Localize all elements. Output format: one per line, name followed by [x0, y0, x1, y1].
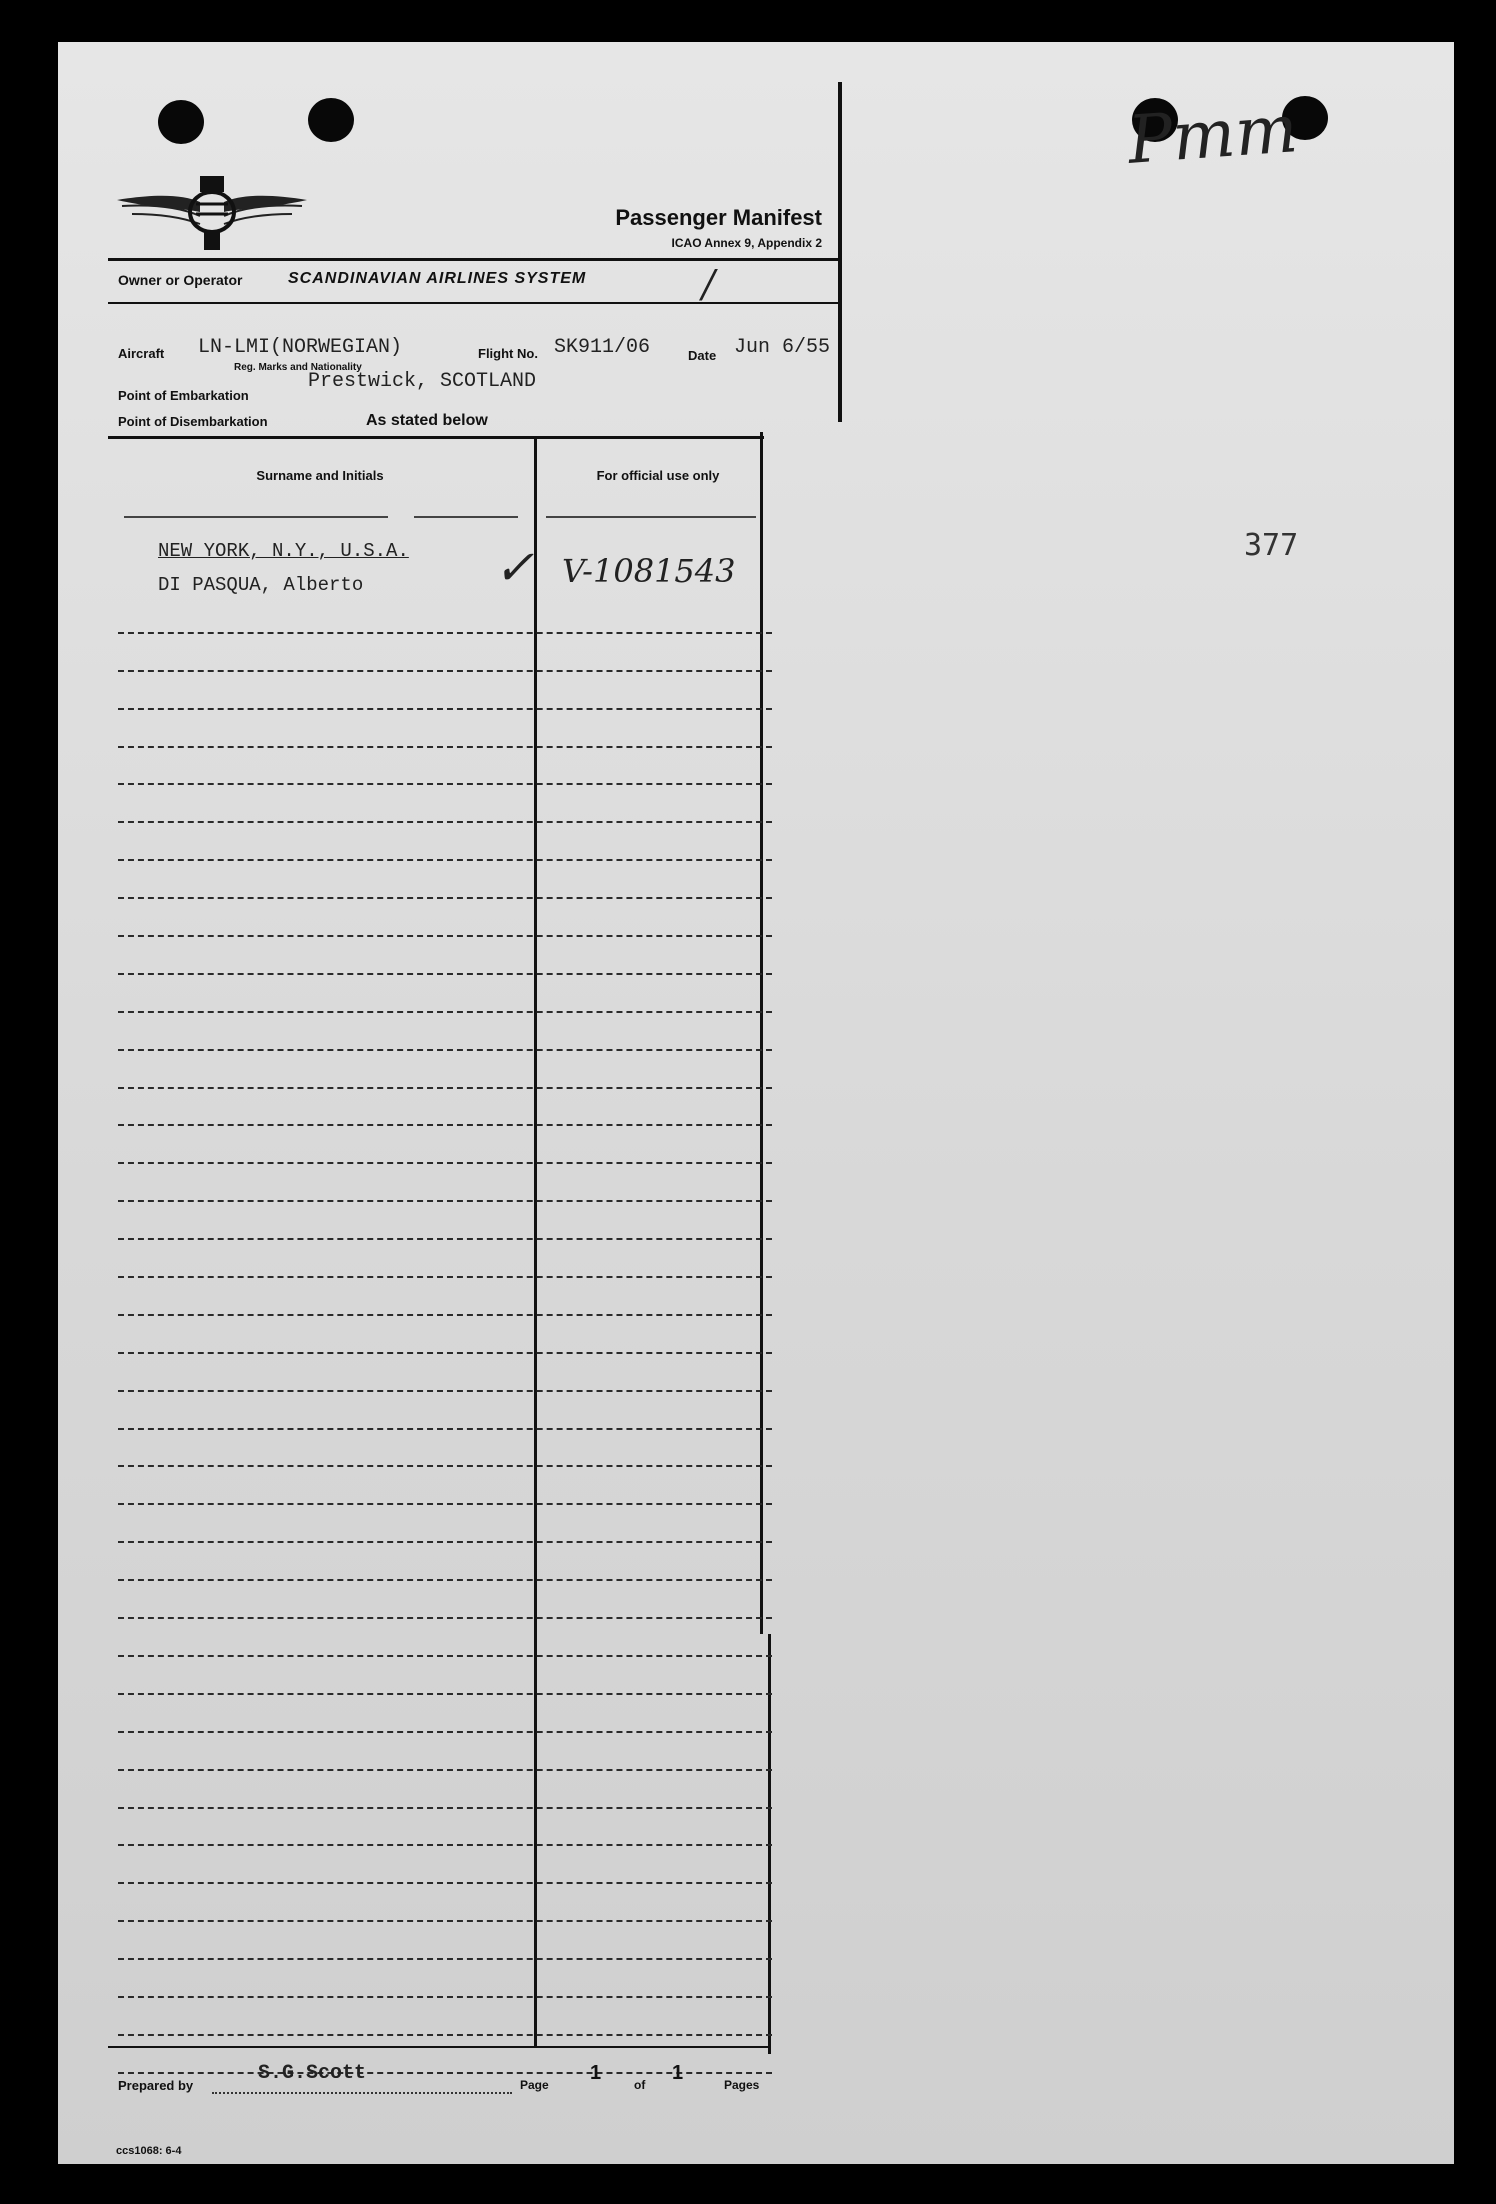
table-row: [118, 1543, 772, 1581]
disembarkation-value: As stated below: [366, 412, 488, 429]
table-row: [118, 861, 772, 899]
prepared-by-label: Prepared by: [118, 2078, 194, 2093]
table-row: [118, 1733, 772, 1771]
table-row: [118, 1657, 772, 1695]
page-total: 1: [672, 2062, 684, 2084]
column-header-names: Surname and Initials: [256, 468, 384, 483]
prepared-by-line: [212, 2092, 512, 2095]
disembarkation-label: Point of Disembarkation: [118, 414, 268, 429]
table-row: [118, 1695, 772, 1733]
flight-label: Flight No.: [478, 346, 538, 361]
table-row: [118, 1126, 772, 1164]
table-row: [118, 1505, 772, 1543]
table-row: [118, 1846, 772, 1884]
table-row: [118, 1619, 772, 1657]
table-row: [118, 823, 772, 861]
destination-entry: NEW YORK, N.Y., U.S.A.: [158, 540, 409, 562]
pages-label: Pages: [724, 2078, 760, 2092]
table-row: [118, 672, 772, 710]
stamped-page-number: 377: [1244, 528, 1299, 563]
owner-rule: [108, 302, 842, 304]
table-row: [118, 1430, 772, 1468]
header-right-border: [838, 82, 842, 422]
page-label: Page: [520, 2078, 549, 2092]
date-value: Jun 6/55: [734, 336, 831, 359]
owner-label: Owner or Operator: [118, 272, 243, 288]
table-row: [118, 1316, 772, 1354]
flight-value: SK911/06: [554, 336, 651, 359]
table-row: [118, 1089, 772, 1127]
aircraft-label: Aircraft: [118, 346, 165, 361]
column-header-official: For official use only: [596, 468, 720, 483]
table-row: [118, 1202, 772, 1240]
table-row: [118, 1809, 772, 1847]
table-row: [118, 937, 772, 975]
table-row: [118, 748, 772, 786]
table-row: [118, 1467, 772, 1505]
table-row: [118, 1278, 772, 1316]
table-row: [118, 634, 772, 672]
table-row: [118, 1884, 772, 1922]
official-visa-note: V-1081543: [562, 552, 736, 590]
date-label: Date: [688, 348, 717, 363]
table-row: [118, 1051, 772, 1089]
prepared-by-value: S.G.Scott: [258, 2062, 367, 2085]
header-underline-left: [124, 516, 388, 518]
header-top-rule: [108, 258, 842, 261]
passenger-entry: DI PASQUA, Alberto: [158, 574, 364, 596]
punch-hole: [308, 98, 354, 142]
page-of-label: of: [634, 2078, 646, 2092]
table-row: [118, 1354, 772, 1392]
document-subtitle: ICAO Annex 9, Appendix 2: [671, 236, 822, 250]
header-underline-right: [546, 516, 756, 518]
table-row: [118, 1998, 772, 2036]
passenger-rows: [118, 596, 772, 2074]
owner-value: SCANDINAVIAN AIRLINES SYSTEM: [288, 270, 587, 287]
table-row: [118, 1240, 772, 1278]
airline-logo-icon: [112, 168, 312, 258]
table-row: [118, 1164, 772, 1202]
table-row: [118, 785, 772, 823]
aircraft-value: LN-LMI(NORWEGIAN): [198, 336, 403, 359]
page-number: 1: [590, 2062, 602, 2084]
table-row: [118, 1392, 772, 1430]
form-number: ccs1068: 6-4: [116, 2145, 182, 2157]
footer-top-rule: [108, 2046, 770, 2048]
handwritten-initials: Pmm: [1125, 90, 1301, 179]
table-row: [118, 1960, 772, 1998]
table-row: [118, 710, 772, 748]
table-row: [118, 899, 772, 937]
owner-tick-mark: /: [702, 262, 715, 306]
table-top-rule: [108, 436, 764, 439]
check-mark: ✓: [494, 540, 535, 596]
document-title: Passenger Manifest: [615, 205, 822, 230]
table-row: [118, 1581, 772, 1619]
table-row: [118, 1771, 772, 1809]
table-row: [118, 975, 772, 1013]
table-row: [118, 596, 772, 634]
embarkation-value: Prestwick, SCOTLAND: [308, 370, 537, 393]
embarkation-label: Point of Embarkation: [118, 388, 249, 403]
aircraft-sublabel: Reg. Marks and Nationality: [234, 362, 362, 373]
table-row: [118, 1013, 772, 1051]
punch-hole: [158, 100, 204, 144]
table-row: [118, 1922, 772, 1960]
header-underline-mid: [414, 516, 518, 518]
